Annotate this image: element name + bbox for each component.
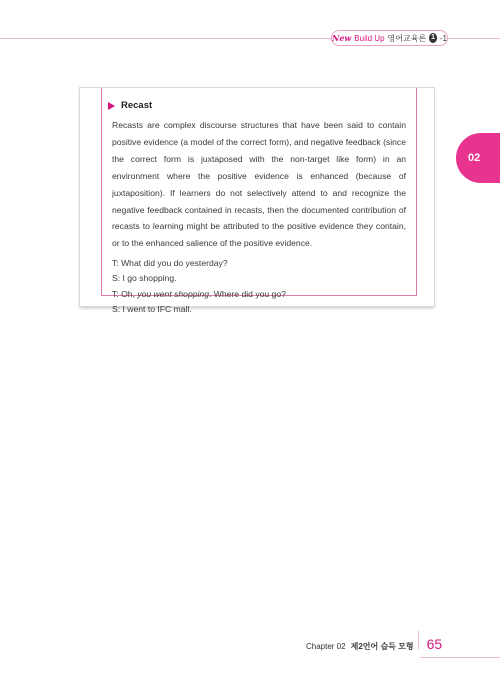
recast-emphasis: you went shopping [137,288,209,299]
recast-section [101,88,417,314]
footer-chapter: Chapter 02 [306,642,346,651]
dialogue-text: . Where did you go? [208,288,286,299]
brand-new-logo: New [332,33,352,43]
footer-chapter-title: 제2언어 습득 모형 [350,642,414,651]
volume-suffix: -1 [439,33,447,43]
dialogue-line: S: I went to IFC mall. [112,303,192,314]
dialogue-example [112,256,406,317]
section-paragraph: Recasts are complex discourse structures that have been said to contain positive evidence (a model of the correct form), and negative feedback (since the correct form is juxtaposed with the non-target like form) in an environment where the positive evidence is enhanced (because of juxtaposition). If learners do not selectively attend to and recognize the negative feedback contained in recasts, then the documented contribution of recasts to learning might be attributed to the positive evidence they contain, or to the enhanced salience of the positive evidence. [112,120,406,249]
section-heading [108,100,406,111]
footer-rule [420,657,500,658]
chapter-tab-label: 02 [468,152,481,164]
dialogue-line: T: What did you do yesterday? [112,258,228,269]
book-title: 영어교육론 [387,33,427,43]
page-number: 65 [426,636,443,652]
footer-divider [418,631,419,649]
running-header [331,30,448,46]
series-title: Build Up [354,33,385,43]
dialogue-line [112,287,406,302]
chapter-tab [456,133,500,183]
dialogue-text: T: Oh, [112,288,138,299]
page-footer [306,636,442,652]
triangle-bullet-icon [108,102,115,110]
section-title: Recast [121,100,153,111]
volume-badge: 1 [431,34,435,41]
dialogue-line: S: I go shopping. [112,273,177,284]
